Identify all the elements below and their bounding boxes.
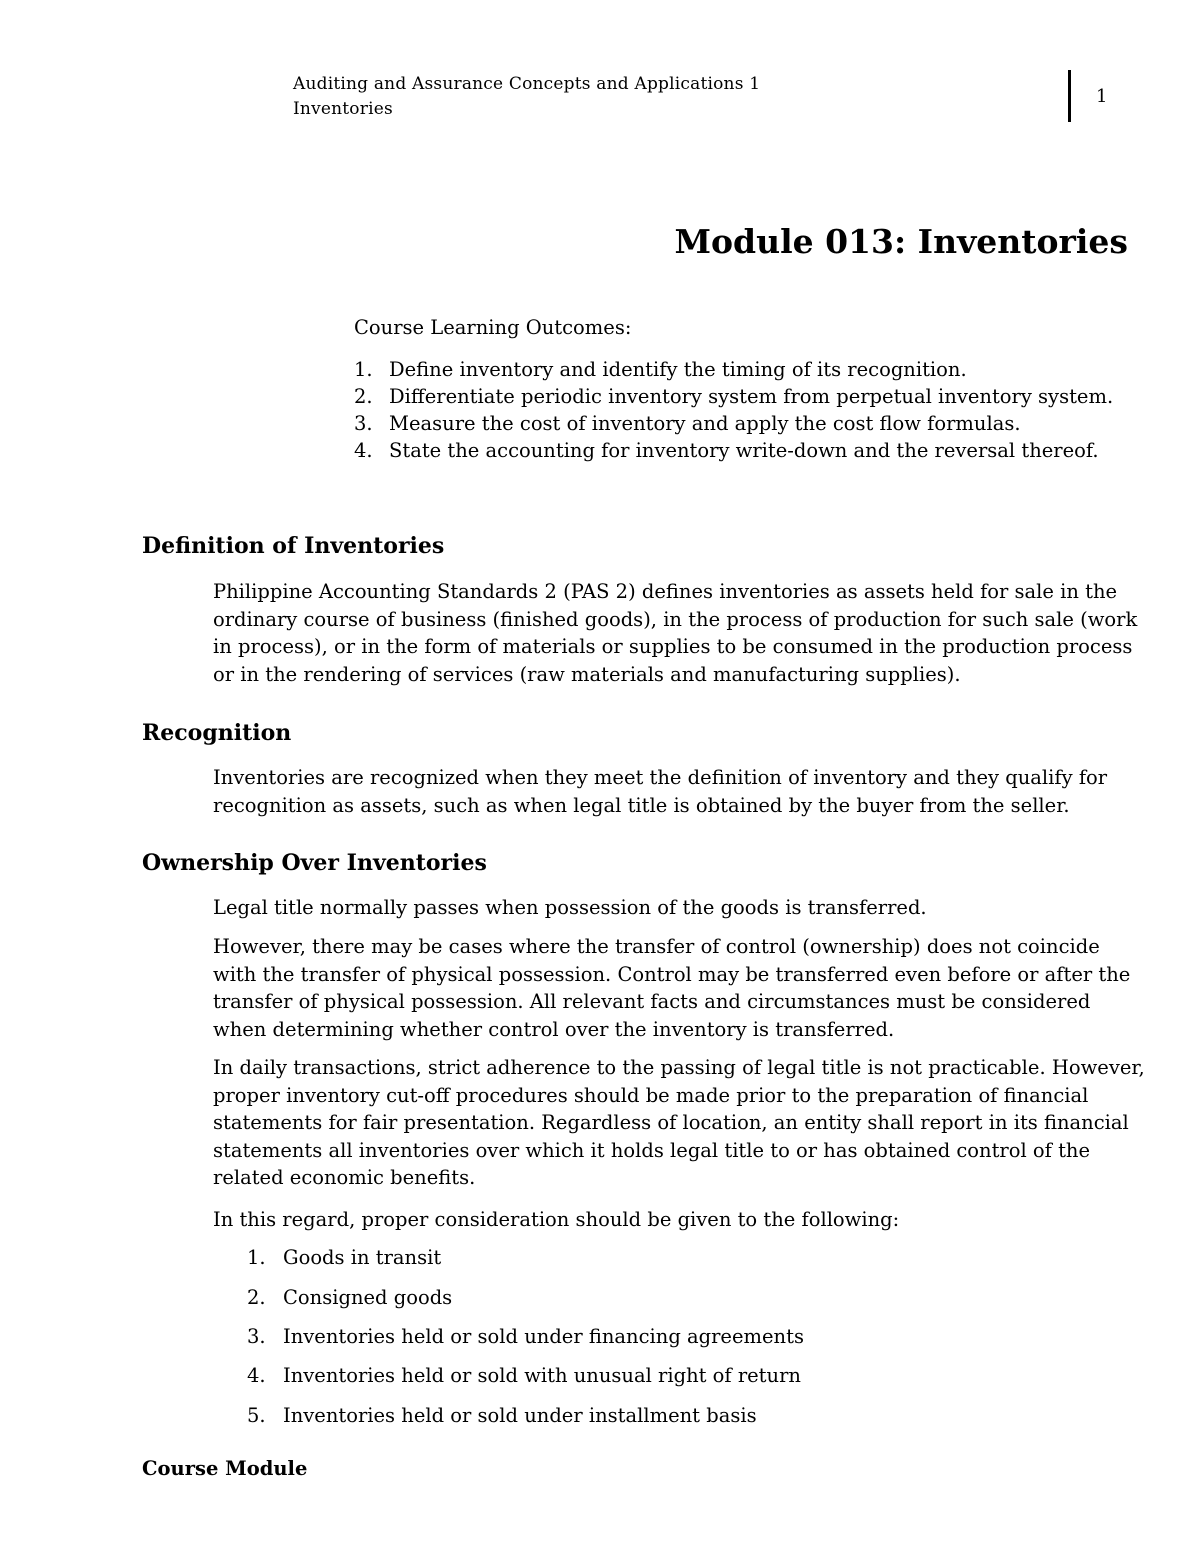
consideration-number: 5.: [247, 1404, 266, 1427]
outcome-text: Define inventory and identify the timing of its recognition.: [389, 358, 967, 381]
learning-outcomes-title: Course Learning Outcomes:: [354, 316, 632, 339]
consideration-item: [247, 1323, 804, 1350]
outcome-item: [354, 356, 1154, 383]
outcome-item: [354, 437, 1154, 464]
consideration-text: Inventories held or sold under installment basis: [283, 1404, 757, 1427]
outcome-item: [354, 383, 1154, 410]
consideration-number: 3.: [247, 1325, 266, 1348]
consideration-text: Goods in transit: [283, 1246, 442, 1269]
outcome-item: [354, 410, 1154, 437]
ownership-paragraph: In this regard, proper consideration should be given to the following:: [213, 1208, 900, 1231]
consideration-item: [247, 1244, 441, 1271]
outcome-number: 1.: [354, 358, 373, 381]
ownership-paragraph: Legal title normally passes when possession of the goods is transferred.: [213, 896, 927, 919]
consideration-text: Consigned goods: [283, 1286, 453, 1309]
consideration-item: [247, 1284, 452, 1311]
outcome-text: Measure the cost of inventory and apply the cost flow formulas.: [389, 412, 1021, 435]
module-title: Module 013: Inventories: [674, 222, 1128, 261]
recognition-heading: Recognition: [142, 720, 292, 746]
consideration-item: [247, 1402, 757, 1429]
learning-outcomes: [354, 314, 1154, 464]
running-header: [293, 72, 760, 122]
consideration-text: Inventories held or sold with unusual right of return: [283, 1364, 801, 1387]
outcome-text: Differentiate periodic inventory system from perpetual inventory system.: [389, 385, 1114, 408]
page-footer: Course Module: [142, 1457, 308, 1480]
outcome-number: 2.: [354, 385, 373, 408]
consideration-item: [247, 1362, 801, 1389]
outcome-text: State the accounting for inventory write-down and the reversal thereof.: [389, 439, 1099, 462]
consideration-text: Inventories held or sold under financing agreements: [283, 1325, 804, 1348]
ownership-paragraph: However, there may be cases where the transfer of control (ownership) does not coincide with the transfer of physical possession. Control may be transferred even before or after the transfer of physical possession. All relevant facts and circumstances must be considered when determining whether control over the inventory is transferred.: [213, 935, 1131, 1041]
header-divider: [1068, 70, 1071, 122]
consideration-number: 4.: [247, 1364, 266, 1387]
outcome-number: 3.: [354, 412, 373, 435]
consideration-number: 1.: [247, 1246, 266, 1269]
ownership-heading: Ownership Over Inventories: [142, 850, 487, 876]
ownership-paragraph: In daily transactions, strict adherence to the passing of legal title is not practicable. However, proper inventory cut-off procedures should be made prior to the preparation of financial statements for fair presentation. Regardless of location, an entity shall report in its financial statements all inventories over which it holds legal title to or has obtained control of the related economic benefits.: [213, 1056, 1145, 1189]
header-topic: Inventories: [293, 99, 393, 119]
definition-heading: Definition of Inventories: [142, 533, 445, 559]
header-course-title: Auditing and Assurance Concepts and Applications 1: [293, 74, 761, 94]
definition-body: Philippine Accounting Standards 2 (PAS 2) defines inventories as assets held for sale in the ordinary course of business (finished goods), in the process of production for such sale (work in process), or in the form of materials or supplies to be consumed in the production process or in the rendering of services (raw materials and manufacturing supplies).: [213, 580, 1138, 686]
outcome-number: 4.: [354, 439, 373, 462]
consideration-number: 2.: [247, 1286, 266, 1309]
recognition-body: Inventories are recognized when they meet the definition of inventory and they qualify for recognition as assets, such as when legal title is obtained by the buyer from the seller.: [213, 766, 1108, 817]
page-number: 1: [1096, 86, 1108, 107]
